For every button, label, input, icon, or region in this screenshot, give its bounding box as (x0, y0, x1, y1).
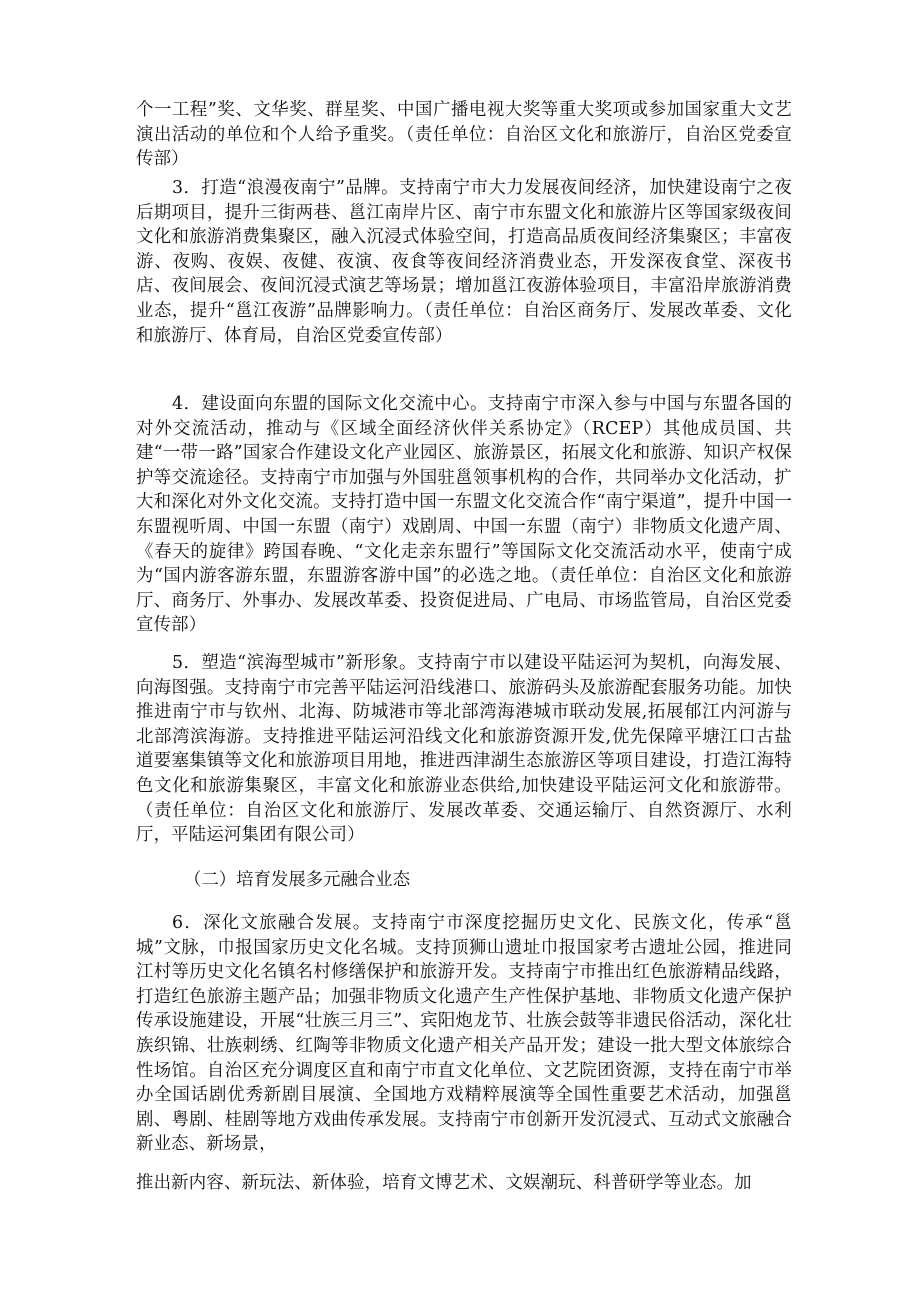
paragraph-item-5-coastal-city: 5．塑造“滨海型城市”新形象。支持南宁市以建设平陆运河为契机，向海发展、向海图强。支持南宁市完善平陆运河沿线港口、旅游码头及旅游配套服务功能。加快推进南宁市与钦州、北海、防城港市等北部湾海港城市联动发展,拓展郁江内河游与北部湾滨海游。支持推进平陆运河沿线文化和旅游资源开发,优先保障平塘江口古盐道要塞集镇等文化和旅游项目用地，推进西津湖生态旅游区等项目建设，打造江海特色文化和旅游集聚区，丰富文化和旅游业态供给,加快建设平陆运河文化和旅游带。（责任单位：自治区文化和旅游厅、发展改革委、交通运输厅、自然资源厅、水利厅，平陆运河集团有限公司） (136, 653, 792, 846)
section-heading-2: （二）培育发展多元融合业态 (184, 870, 411, 890)
paragraph-item-6-culture-tourism: 6．深化文旅融合发展。支持南宁市深度挖掘历史文化、民族文化，传承“邕城”文脉，巾报国家历史文化名城。支持顶狮山遗址巾报国家考古遗址公园，推进同江村等历史文化名镇名村修缮保护和旅游开发。支持南宁市推出红色旅游精品线路，打造红色旅游主题产品；加强非物质文化遗产生产性保护基地、非物质文化遗产保护传承设施建设，开展“壮族三月三”、宾阳炮龙节、壮族会鼓等非遗民俗活动，深化壮族织锦、壮族刺绣、红陶等非物质文化遗产相关产品开发；建设一批大型文体旅综合性场馆。自治区充分调度区直和南宁市直文化单位、文艺院团资源，支持在南宁市举办全国话剧优秀新剧目展演、全国地方戏精粹展演等全国性重要艺术活动，加强邕剧、粤剧、桂剧等地方戏曲传承发展。支持南宁市创新开发沉浸式、互动式文旅融合新业态、新场景， (136, 913, 792, 1155)
paragraph-item-3-night-nanning: 3．打造“浪漫夜南宁”品牌。支持南宁市大力发展夜间经济，加快建设南宁之夜后期项目，提升三街两巷、邕江南岸片区、南宁市东盟文化和旅游片区等国家级夜间文化和旅游消费集聚区，融入沉浸式体验空间，打造高品质夜间经济集聚区；丰富夜游、夜购、夜娱、夜健、夜演、夜食等夜间经济消费业态，开发深夜食堂、深夜书店、夜间展会、夜间沉浸式演艺等场景；增加邕江夜游体验项目，丰富沿岸旅游消费业态，提升“邕江夜游”品牌影响力。（责任单位：自治区商务厅、发展改革委、文化和旅游厅、体育局，自治区党委宣传部） (136, 178, 792, 346)
paragraph-item-4-asean-exchange: 4．建设面向东盟的国际文化交流中心。支持南宁市深入参与中国与东盟各国的对外交流活动，推动与《区域全面经济伙伴关系协定》（RCEP）其他成员国、共建“一带一路”国家合作建设文化产业园区、旅游景区，拓展文化和旅游、知识产权保护等交流途径。支持南宁市加强与外国驻邕领事机构的合作，共同举办文化活动，扩大和深化对外文化交流。支持打造中国一东盟文化交流合作“南宁渠道”，提升中国一东盟视听周、中国一东盟（南宁）戏剧周、中国一东盟（南宁）非物质文化遗产周、《春天的旋律》跨国春晚、“文化走亲东盟行”等国际文化交流活动水平，使南宁成为“国内游客游东盟，东盟游客游中国”的必选之地。（责任单位：自治区文化和旅游厅、商务厅、外事办、发展改革委、投资促进局、广电局、市场监管局，自治区党委宣传部） (136, 394, 792, 636)
paragraph-item-6-continuation: 推出新内容、新玩法、新体验，培育文博艺术、文娱潮玩、科普研学等业态。加 (136, 1173, 752, 1193)
paragraph-awards-continuation: 个一工程”奖、文华奖、群星奖、中国广播电视大奖等重大奖项或参加国家重大文艺演出活动的单位和个人给予重奖。（责任单位：自治区文化和旅游厅，自治区党委宣传部） (136, 100, 792, 170)
